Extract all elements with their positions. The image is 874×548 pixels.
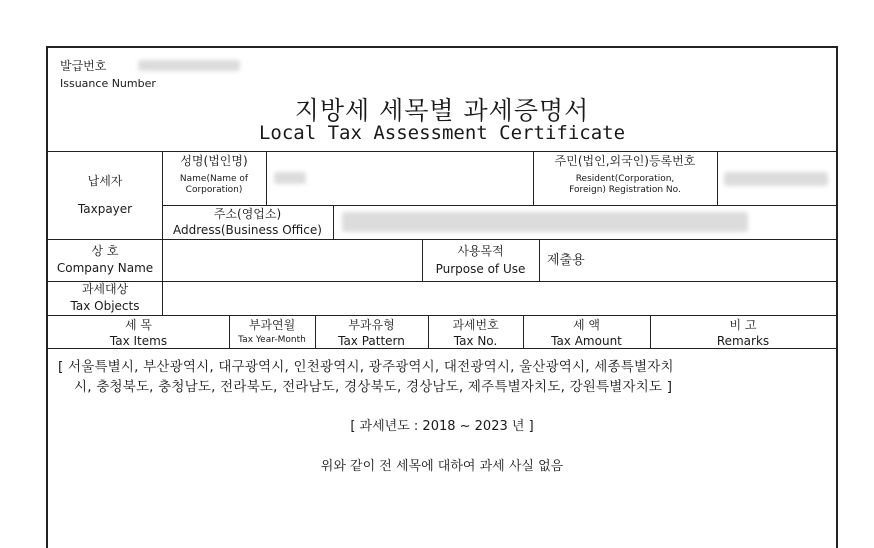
divider-resident-value xyxy=(717,151,718,205)
tax-objects-label-ko: 과세대상 xyxy=(81,282,129,296)
purpose-label-en: Purpose of Use xyxy=(435,262,526,276)
name-label-ko: 성명(법인명) xyxy=(180,154,248,168)
col-tax-year-month-en: Tax Year-Month xyxy=(238,335,306,345)
col-tax-pattern-en: Tax Pattern xyxy=(338,334,405,348)
taxpayer-label-ko: 납세자 xyxy=(87,174,123,188)
divider-address-value xyxy=(333,205,334,239)
name-label-en-2: Corporation) xyxy=(185,185,243,195)
address-redacted xyxy=(342,212,748,232)
col-remarks-en: Remarks xyxy=(716,334,770,348)
col-tax-amount-en: Tax Amount xyxy=(551,334,622,348)
divider-name-value xyxy=(266,151,267,205)
col-tax-no-ko: 과세번호 xyxy=(452,318,499,332)
rule-objects-bottom xyxy=(48,315,836,316)
document-title-en: Local Tax Assessment Certificate xyxy=(258,122,626,144)
taxpayer-name-redacted xyxy=(274,172,306,184)
col-remarks-ko: 비 고 xyxy=(729,318,757,332)
company-label-en: Company Name xyxy=(56,261,154,275)
regions-line-1: [ 서울특별시, 부산광역시, 대구광역시, 인천광역시, 광주광역시, 대전광역시, 울산광역시, 세종특별자치 xyxy=(58,359,674,375)
company-label-ko: 상 호 xyxy=(91,244,119,258)
divider-purpose-value xyxy=(539,239,540,281)
col-tax-amount-ko: 세 액 xyxy=(573,318,600,332)
name-label-en-1: Name(Name of xyxy=(179,174,249,184)
purpose-label-ko: 사용목적 xyxy=(457,244,504,258)
col-tax-items-ko: 세 목 xyxy=(125,318,152,332)
rule-taxpayer-mid xyxy=(162,205,836,206)
col-tax-items-en: Tax Items xyxy=(109,334,168,348)
tax-year-range: [ 과세년도 : 2018 ~ 2023 년 ] xyxy=(350,419,534,434)
document-title-ko: 지방세 세목별 과세증명서 xyxy=(294,96,590,125)
col-tax-pattern-ko: 부과유형 xyxy=(348,318,395,332)
regions-line-2: 시, 충청북도, 충청남도, 전라북도, 전라남도, 경상북도, 경상남도, 제주특별자치도, 강원특별자치도 ] xyxy=(74,379,673,395)
issuance-label-en: Issuance Number xyxy=(60,77,156,90)
address-label-ko: 주소(영업소) xyxy=(213,207,282,221)
rule-company-bottom xyxy=(48,281,836,282)
resident-label-ko: 주민(법인,외국인)등록번호 xyxy=(554,154,696,168)
no-tax-statement: 위와 같이 전 세목에 대하여 과세 사실 없음 xyxy=(320,459,564,474)
issuance-label-ko: 발급번호 xyxy=(60,59,107,73)
resident-label-en-2: Foreign) Registration No. xyxy=(569,185,681,195)
certificate-document xyxy=(46,46,838,548)
col-tax-year-month-ko: 부과연월 xyxy=(248,318,296,332)
tax-objects-label-en: Tax Objects xyxy=(70,299,140,313)
taxpayer-label-en: Taxpayer xyxy=(77,202,133,216)
registration-number-redacted xyxy=(724,172,828,186)
address-label-en: Address(Business Office) xyxy=(173,223,322,237)
col-tax-no-en: Tax No. xyxy=(453,334,498,348)
purpose-value: 제출용 xyxy=(547,253,585,268)
rule-taxpayer-bottom xyxy=(48,239,836,240)
issuance-number-redacted xyxy=(138,60,240,71)
resident-label-en-1: Resident(Corporation, xyxy=(575,174,675,184)
